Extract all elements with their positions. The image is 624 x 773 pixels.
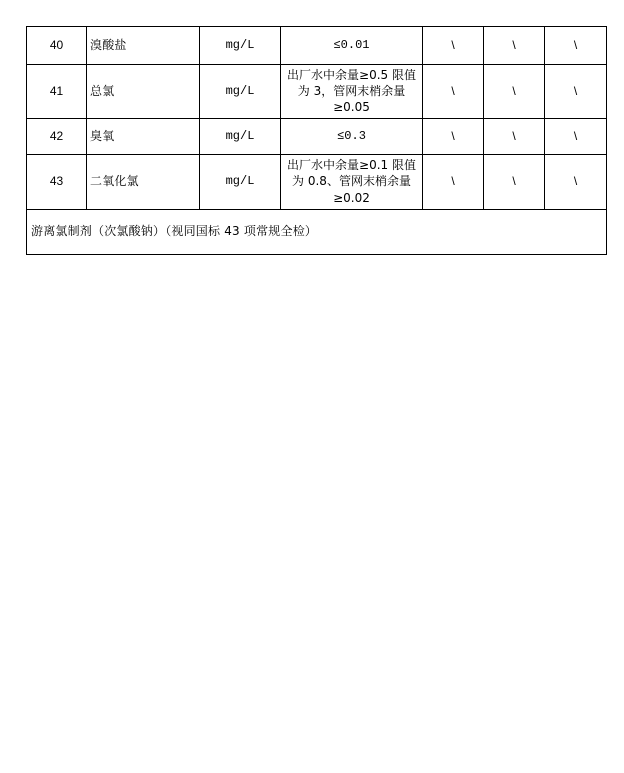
row-number: 40 bbox=[27, 27, 87, 65]
row-unit: mg/L bbox=[200, 27, 281, 65]
row-blank-3: \ bbox=[545, 65, 607, 119]
row-blank-3: \ bbox=[545, 27, 607, 65]
row-limit: 出厂水中余量≥0.1 限值为 0.8、管网末梢余量≥0.02 bbox=[281, 154, 423, 209]
row-blank-2: \ bbox=[484, 65, 545, 119]
water-quality-table bbox=[26, 26, 607, 255]
row-blank-3: \ bbox=[545, 118, 607, 154]
row-blank-1: \ bbox=[423, 154, 484, 209]
row-number: 43 bbox=[27, 154, 87, 209]
row-blank-3: \ bbox=[545, 154, 607, 209]
row-unit: mg/L bbox=[200, 118, 281, 154]
row-limit: ≤0.01 bbox=[281, 27, 423, 65]
row-blank-1: \ bbox=[423, 118, 484, 154]
row-unit: mg/L bbox=[200, 154, 281, 209]
row-blank-1: \ bbox=[423, 65, 484, 119]
row-item-name: 总氯 bbox=[87, 65, 200, 119]
row-number: 41 bbox=[27, 65, 87, 119]
row-limit: ≤0.3 bbox=[281, 118, 423, 154]
row-item-name: 溴酸盐 bbox=[87, 27, 200, 65]
row-item-name: 二氧化氯 bbox=[87, 154, 200, 209]
table-footnote: 游离氯制剂（次氯酸钠）（视同国标 43 项常规全检） bbox=[27, 209, 607, 254]
water-quality-table-container bbox=[26, 26, 606, 255]
table-row bbox=[27, 154, 607, 209]
row-limit: 出厂水中余量≥0.5 限值为 3，管网末梢余量≥0.05 bbox=[281, 65, 423, 119]
row-blank-2: \ bbox=[484, 154, 545, 209]
row-unit: mg/L bbox=[200, 65, 281, 119]
row-blank-1: \ bbox=[423, 27, 484, 65]
row-blank-2: \ bbox=[484, 118, 545, 154]
table-row bbox=[27, 65, 607, 119]
table-row bbox=[27, 118, 607, 154]
row-blank-2: \ bbox=[484, 27, 545, 65]
row-number: 42 bbox=[27, 118, 87, 154]
table-footnote-row bbox=[27, 209, 607, 254]
table-row bbox=[27, 27, 607, 65]
row-item-name: 臭氧 bbox=[87, 118, 200, 154]
